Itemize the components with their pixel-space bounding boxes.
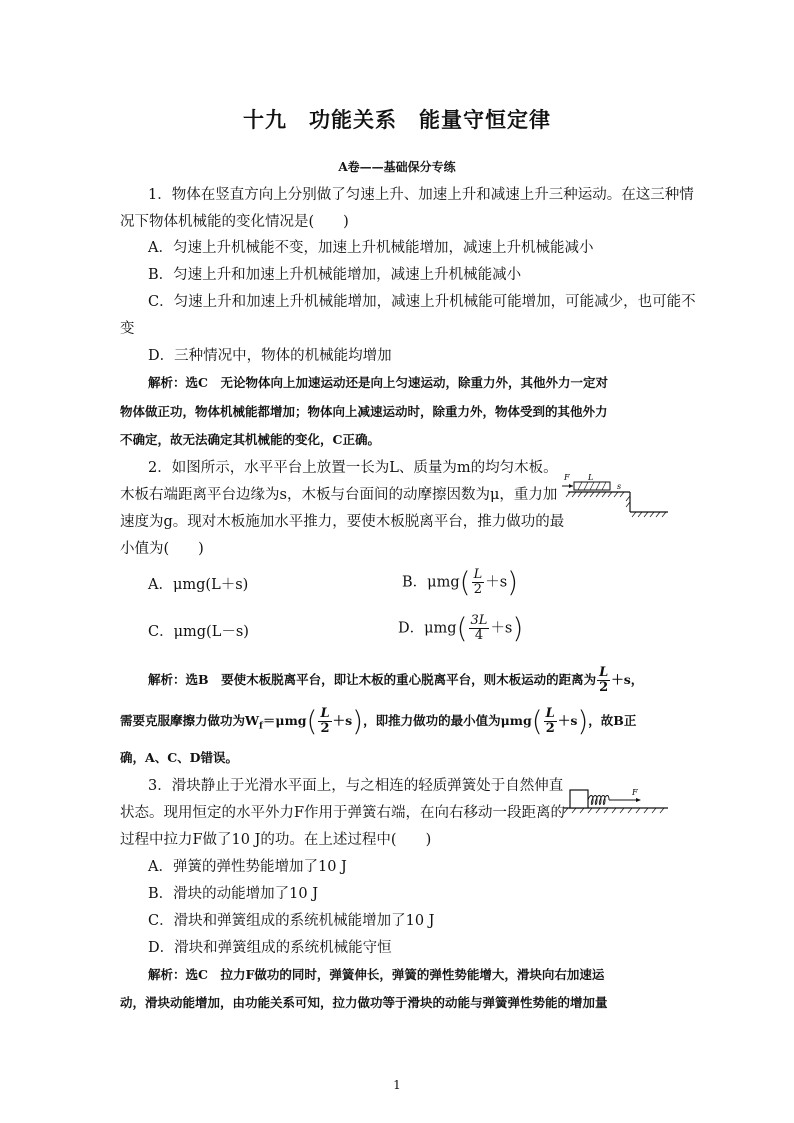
q2-stem-line1: 2．如图所示，水平平台上放置一长为L、质量为m的均匀木板。 <box>148 460 558 476</box>
q2-option-b-denominator: 2 <box>473 582 483 597</box>
q2-option-c: C．μmg(L－s) <box>148 624 249 640</box>
q2-option-d-suffix: ＋s <box>490 620 513 637</box>
page-title: 十九 功能关系 能量守恒定律 <box>243 107 551 132</box>
q2-option-b-fraction <box>472 568 485 597</box>
q2-answer-line2-fraction1 <box>318 707 331 736</box>
q1-answer-line1: 解析：选C 无论物体向上加速运动还是向上匀速运动，除重力外，其他外力一定对 <box>148 375 608 390</box>
q3-stem-line1: 3．滑块静止于光滑水平面上，与之相连的轻质弹簧处于自然伸直 <box>148 778 564 794</box>
q2-answer-line2-text-a: 需要克服摩擦力做功为W <box>120 713 260 728</box>
q2-answer-line2-text-d: ，即推力做功的最小值为μmg <box>363 713 532 728</box>
q3-answer-line2: 动，滑块动能增加，由功能关系可知，拉力做功等于滑块的动能与弹簧弹性势能的增加量 <box>120 995 608 1010</box>
q2-answer-line2-text-c: ＋s <box>332 713 353 728</box>
q2-answer-line2-text-f: ，故B正 <box>588 713 637 728</box>
q2-answer-line2-numerator2: L <box>545 706 555 721</box>
q1-option-a: A．匀速上升机械能不变，加速上升机械能增加，减速上升机械能减小 <box>148 240 594 256</box>
q2-figure-label-F: F <box>564 473 570 482</box>
q2-answer-line1 <box>148 666 643 695</box>
q3-option-a: A．弹簧的弹性势能增加了10 J <box>148 859 347 875</box>
q2-option-a: A．μmg(L＋s) <box>148 577 249 593</box>
q3-figure-label-F: F <box>632 788 638 797</box>
q3-answer-line1: 解析：选C 拉力F做功的同时，弹簧伸长，弹簧的弹性势能增大，滑块向右加速运 <box>148 967 605 982</box>
q2-figure-label-L: L <box>588 473 594 482</box>
q2-option-d: D．μmg( $\frac{3L}{4}$ ＋s) <box>398 611 524 645</box>
q2-option-b-numerator: L <box>473 567 483 582</box>
q2-option-d-numerator: 3L <box>470 613 488 628</box>
q3-option-d: D．滑块和弹簧组成的系统机械能守恒 <box>148 940 392 956</box>
q2-option-d-fraction <box>469 614 490 643</box>
q2-stem-line4: 小值为( ) <box>120 541 204 557</box>
page-number: 1 <box>393 1078 401 1092</box>
q2-answer-line2-denominator2: 2 <box>545 721 555 736</box>
q2-answer-line2: 需要克服摩擦力做功为$W_f=\mu mg$( $\frac{L}{2}$ ＋s)，即推力做功的最小值为μmg( $\frac{L}{2}$ ＋s)，故B正 <box>120 704 637 738</box>
q2-stem-line3: 速度为g。现对木板施加水平推力，要使木板脱离平台，推力做功的最 <box>120 514 565 530</box>
q1-option-c-line2: 变 <box>120 321 135 337</box>
q2-answer-line2-text-e: ＋s <box>557 713 578 728</box>
q1-answer-line2: 物体做正功，物体机械能都增加；物体向上减速运动时，除重力外，物体受到的其他外力 <box>120 404 608 419</box>
q2-figure-label-s: s <box>617 482 622 491</box>
q1-answer-line3: 不确定，故无法确定其机械能的变化，C正确。 <box>120 432 380 447</box>
q2-answer-line2-fraction2 <box>544 707 557 736</box>
q1-stem-line2: 况下物体机械能的变化情况是( ) <box>120 214 349 230</box>
q1-option-d: D．三种情况中，物体的机械能均增加 <box>148 348 392 364</box>
q2-stem-line2: 木板右端距离平台边缘为s，木板与台面间的动摩擦因数为μ，重力加 <box>120 487 558 503</box>
section-subtitle: A卷——基础保分专练 <box>338 160 456 174</box>
q3-stem-line2: 状态。现用恒定的水平外力F作用于弹簧右端，在向右移动一段距离的 <box>120 805 566 821</box>
q1-option-c-line1: C．匀速上升和加速上升机械能增加，减速上升机械能可能增加，可能减少，也可能不 <box>148 294 696 310</box>
q2-option-b: B．μmg( $\frac{L}{2}$ ＋s) <box>402 565 519 599</box>
q1-option-b: B．匀速上升和加速上升机械能增加，减速上升机械能减小 <box>148 267 522 283</box>
q2-answer-line3: 确，A、C、D错误。 <box>120 750 238 765</box>
q2-option-b-prefix: B．μmg <box>402 574 460 591</box>
q2-option-d-prefix: D．μmg <box>398 620 457 637</box>
q3-stem-line3: 过程中拉力F做了10 J的功。在上述过程中( ) <box>120 832 432 848</box>
q2-answer-line1-numerator: L <box>599 665 609 680</box>
q2-answer-line1-fraction <box>597 666 610 695</box>
q3-option-c: C．滑块和弹簧组成的系统机械能增加了10 J <box>148 913 435 929</box>
q2-answer-line2-text-b: ＝μmg <box>262 713 307 728</box>
q2-answer-line1-denominator: 2 <box>599 680 609 695</box>
q2-answer-line2-numerator1: L <box>320 706 330 721</box>
q1-stem-line1: 1．物体在竖直方向上分别做了匀速上升、加速上升和减速上升三种运动。在这三种情 <box>148 187 694 203</box>
q2-option-b-suffix: ＋s <box>485 574 508 591</box>
q2-answer-line1-tail: ＋s， <box>611 672 644 687</box>
q3-option-b: B．滑块的动能增加了10 J <box>148 886 319 902</box>
q2-option-d-denominator: 4 <box>474 628 484 643</box>
q2-answer-line1-text: 解析：选B 要使木板脱离平台，即让木板的重心脱离平台，则木板运动的距离为 <box>148 672 597 687</box>
q2-answer-line2-subscript: f <box>259 721 263 732</box>
q3-block-spring-figure <box>562 780 672 816</box>
q2-answer-line2-denominator1: 2 <box>320 721 330 736</box>
q2-board-platform-figure <box>560 470 670 520</box>
